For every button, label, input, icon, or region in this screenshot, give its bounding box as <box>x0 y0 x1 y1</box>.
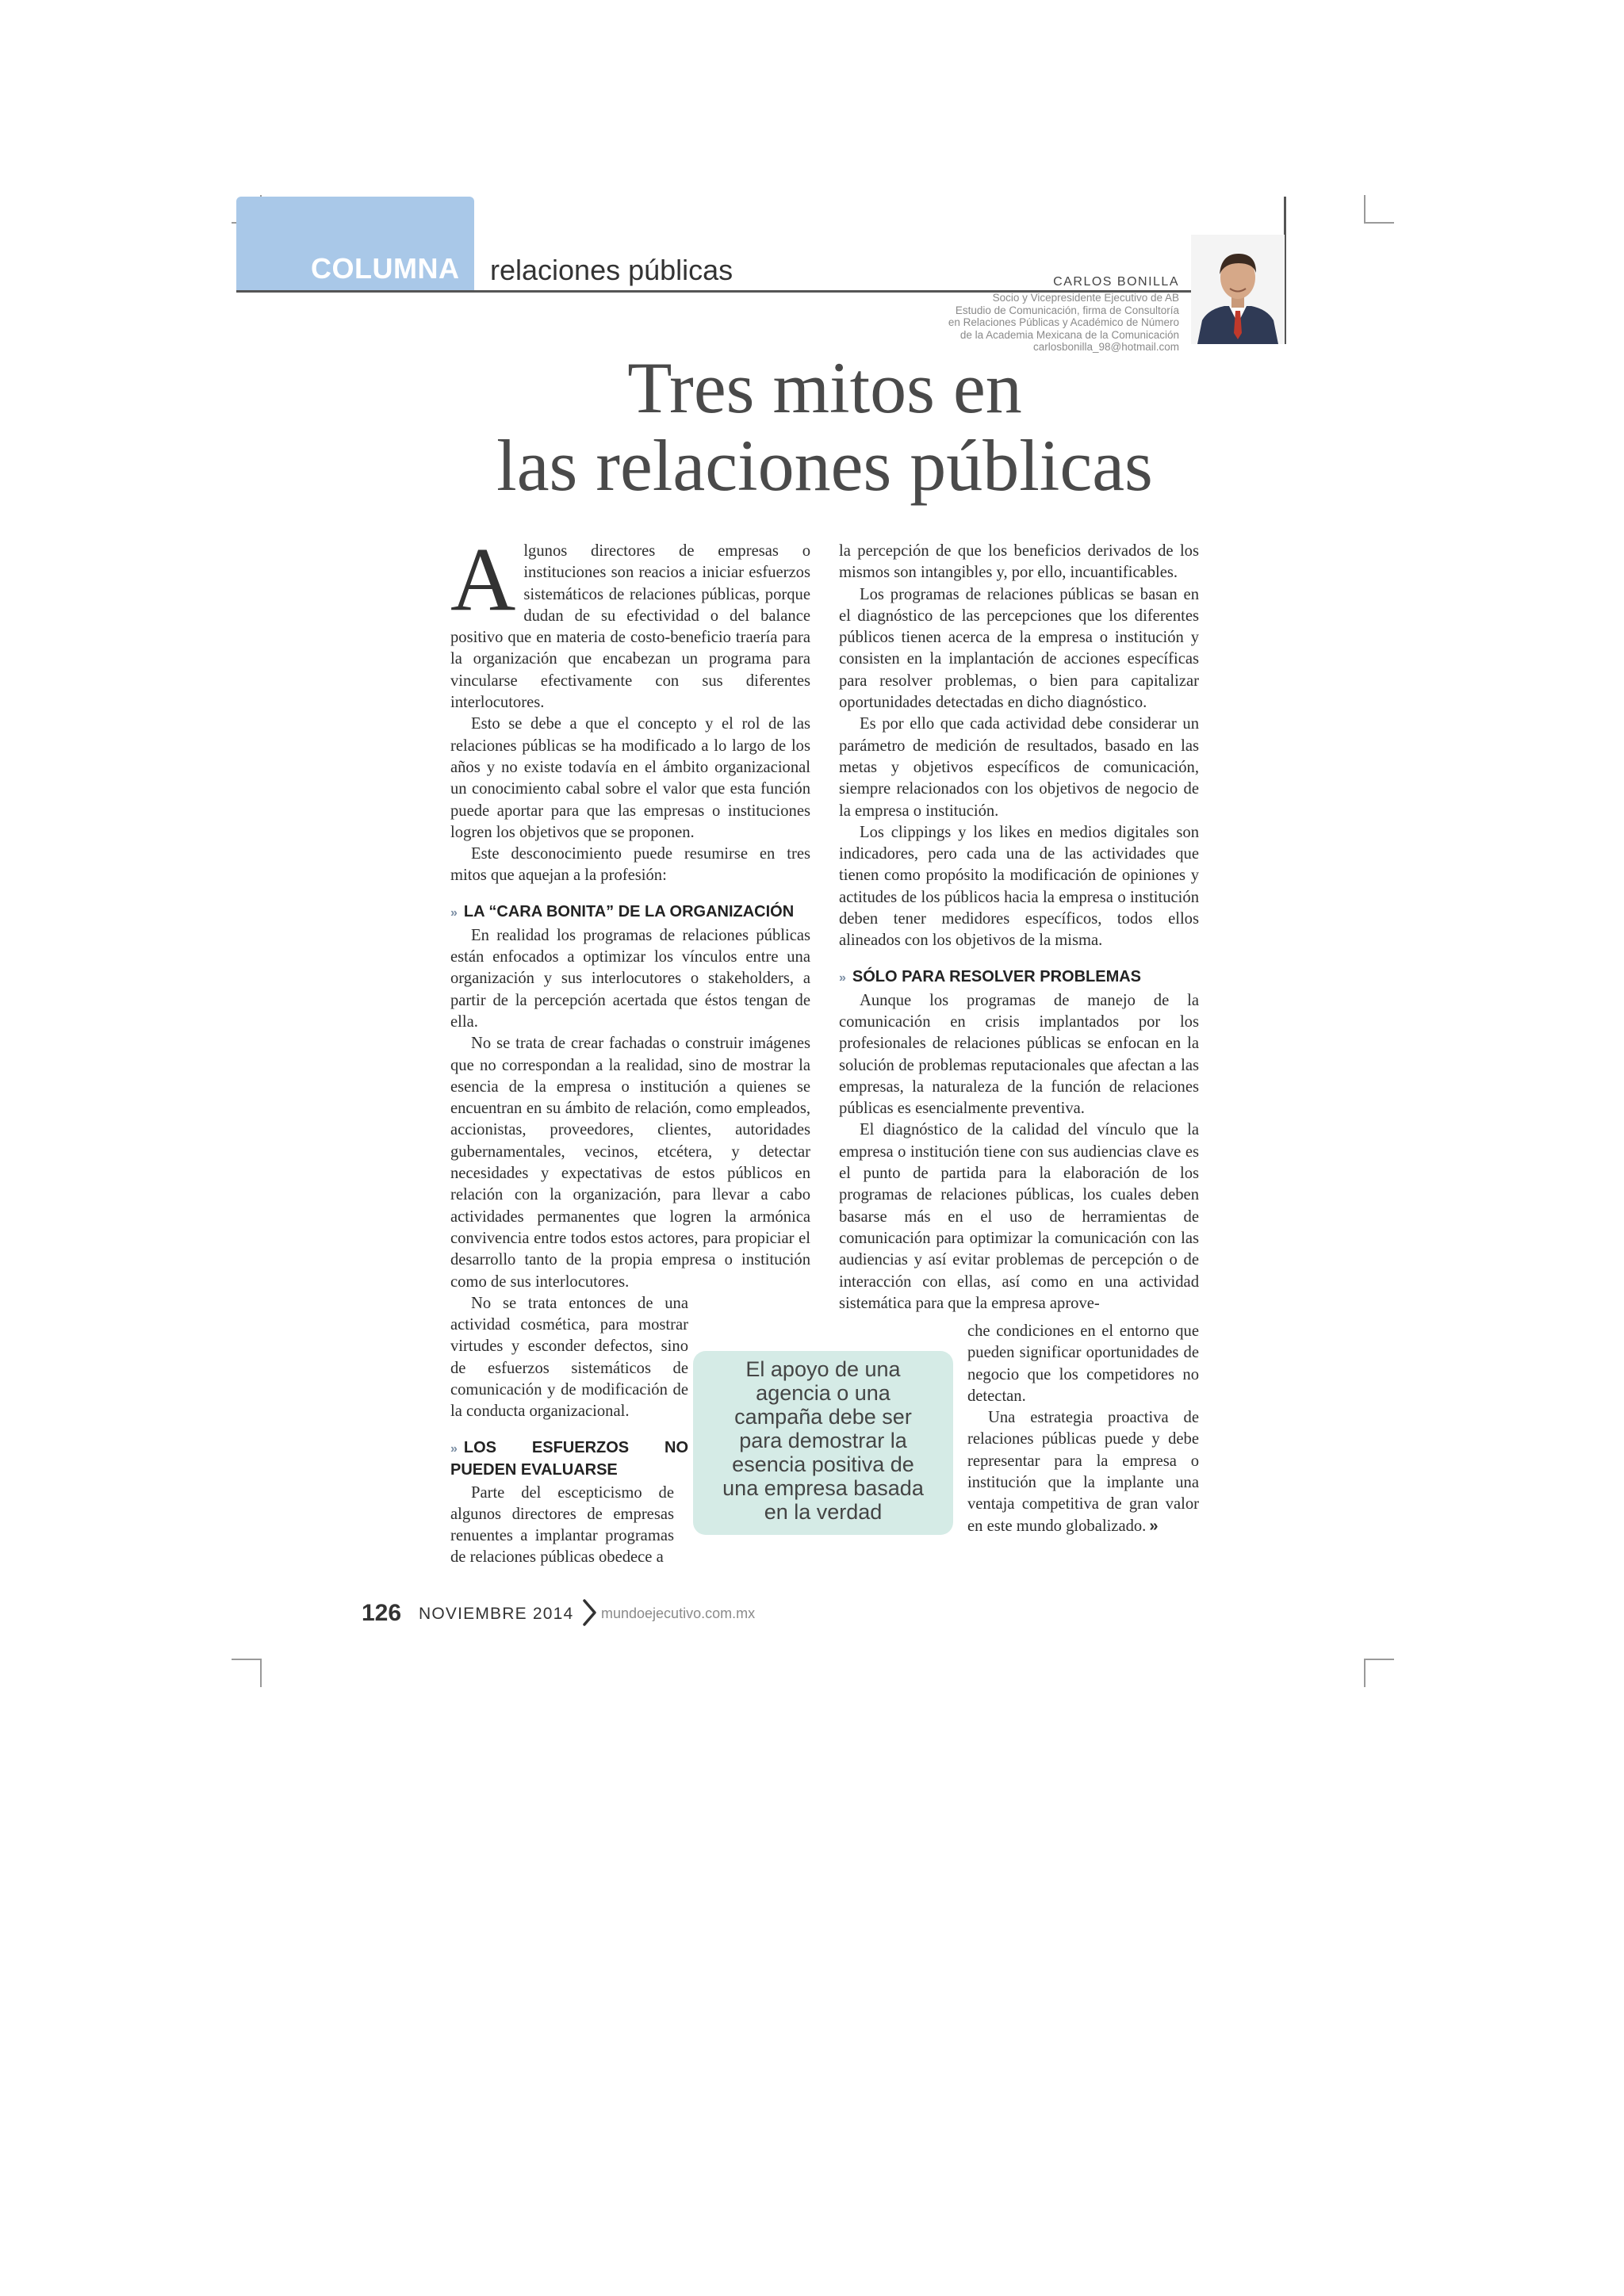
paragraph: che condiciones en el entorno que pueden significar oportunidades de negocio que los competidores no detectan. <box>967 1322 1199 1405</box>
pullquote-line: para demostrar la <box>739 1429 907 1452</box>
author-email: carlosbonilla_98@hotmail.com <box>1032 341 1179 353</box>
article-title <box>333 349 1316 504</box>
issue-date: NOVIEMBRE 2014 <box>419 1605 574 1623</box>
crop-mark <box>1365 222 1394 224</box>
heading-marker: » <box>839 970 846 985</box>
section-name: relaciones públicas <box>490 254 733 286</box>
article-column-3 <box>967 1321 1199 1537</box>
pullquote-line: El apoyo de una <box>745 1357 901 1381</box>
paragraph: Este desconocimiento puede resumirse en tres mitos que aquejan a la profesión: <box>450 845 810 885</box>
subheading-text: LOS ESFUERZOS NO PUEDEN EVALUARSE <box>450 1438 688 1479</box>
pullquote-line: una empresa basada <box>722 1476 924 1500</box>
crop-mark <box>232 1659 260 1660</box>
author-bio-line: en Relaciones Públicas y Académico de Número <box>948 316 1179 328</box>
paragraph: El diagnóstico de la calidad del vínculo que la empresa o institución tiene con sus audiencias clave es el punto de partida para la elaboración de los programas de relaciones públicas, los cuales deben basarse más en el uso de herramientas de comunicación para optimizar la comunicación con las audiencias y así evitar problemas de percepción o de interacción con ellas, así como en una actividad sistemática para que la empresa aprove- <box>839 1121 1199 1312</box>
subheading <box>450 901 810 924</box>
paragraph: Parte del escepticismo de algunos directores de empresas renuentes a implantar programas de relaciones públicas obedece a <box>450 1483 674 1567</box>
subheading-text: SÓLO PARA RESOLVER PROBLEMAS <box>852 967 1142 985</box>
pullquote-line: campaña debe ser <box>734 1405 912 1429</box>
subheading-text: LA “CARA BONITA” DE LA ORGANIZACIÓN <box>463 902 795 920</box>
paragraph: Es por ello que cada actividad debe considerar un parámetro de medición de resultados, basado en las metas y objetivos específicos de comunicación, siempre relacionados con los objetivos de negocio de la empresa o institución. <box>839 715 1199 820</box>
crop-mark <box>1364 195 1365 224</box>
pullquote-line: agencia o una <box>756 1381 891 1405</box>
paragraph <box>967 1407 1199 1537</box>
subheading <box>839 966 1199 989</box>
crop-mark <box>260 1659 262 1687</box>
paragraph: Los clippings y los likes en medios digitales son indicadores, pero cada una de las actividades que tienen como propósito la modificación de opiniones y actitudes de los públicos hacia la empresa o institución deben tener medidores específicos, todos ellos alineados con los objetivos de la misma. <box>839 823 1199 950</box>
pullquote <box>701 1357 945 1524</box>
crop-mark <box>1365 1659 1394 1660</box>
chevron-right-icon <box>582 1598 598 1631</box>
section-kicker: COLUMNA <box>311 252 460 285</box>
paragraph: Esto se debe a que el concepto y el rol de las relaciones públicas se ha modificado a lo largo de los años y no existe todavía en el ámbito organizacional un conocimiento cabal sobre el valor que esta función puede aportar para que las empresas o instituciones logren los objetivos que se proponen. <box>450 715 810 841</box>
title-line: las relaciones públicas <box>496 425 1153 506</box>
author-bio-line: de la Academia Mexicana de la Comunicación <box>959 328 1179 341</box>
paragraph: la percepción de que los beneficios derivados de los mismos son intangibles y, por ello, incuantificables. <box>839 542 1199 582</box>
author-bio-line: Socio y Vicepresidente Ejecutivo de AB <box>992 292 1179 304</box>
article-column-2 <box>839 541 1199 1314</box>
paragraph: En realidad los programas de relaciones públicas están enfocados a optimizar los vínculos entre una organización y sus interlocutores o stakeholders, a partir de la percepción acertada que éstos tengan de ella. <box>450 926 810 1031</box>
subheading <box>450 1437 688 1481</box>
page-number: 126 <box>362 1600 402 1626</box>
pullquote-line: esencia positiva de <box>732 1452 914 1476</box>
paragraph: lgunos directores de empresas o instituciones son reacios a iniciar esfuerzos sistemáticos de relaciones públicas, porque dudan de su efectividad o del balance positivo que en materia de costo-beneficio traería para la organización que encabezan un programa para vincularse efectivamente con sus diferentes interlocutores. <box>450 542 810 712</box>
paragraph: No se trata de crear fachadas o construir imágenes que no correspondan a la realidad, sino de mostrar la esencia de la empresa o institución a quienes se encuentran en su ámbito de relación, como empleados, accionistas, proveedores, clientes, autoridades gubernamentales, vecinos, etcétera, y detectar necesidades y expectativas de estos públicos en relación con la organización, para llevar a cabo actividades permanentes que logren la armónica convivencia entre todos estos actores, para propiciar el desarrollo tanto de la propia empresa o institución como de sus interlocutores. <box>450 1035 810 1291</box>
drop-cap: A <box>450 529 516 629</box>
author-bio <box>856 292 1179 354</box>
crop-mark <box>1364 1659 1365 1687</box>
heading-marker: » <box>450 1441 458 1456</box>
paragraph: Aunque los programas de manejo de la comunicación en crisis implantados por los profesionales de relaciones públicas se enfocan en la solución de problemas reputacionales que afectan a las empresas, la naturaleza de la función de relaciones públicas es esencialmente preventiva. <box>839 991 1199 1118</box>
website-url: mundoejecutivo.com.mx <box>601 1605 756 1621</box>
author-photo <box>1191 235 1285 344</box>
paragraph-text: Una estrategia proactiva de relaciones públicas puede y debe representar para la empresa o institución que la implante una ventaja competitiva de gran valor en este mundo globalizado. <box>967 1409 1199 1535</box>
paragraph: Los programas de relaciones públicas se basan en el diagnóstico de las percepciones que los diferentes públicos tienen acerca de la empresa o institución y consisten en la implantación de acciones específicas para resolver problemas, o bien para capitalizar oportunidades detectadas en dicho diagnóstico. <box>839 585 1199 712</box>
heading-marker: » <box>450 905 458 920</box>
title-line: Tres mitos en <box>627 347 1022 428</box>
author-bio-line: Estudio de Comunicación, firma de Consultoría <box>955 304 1179 316</box>
end-mark: » <box>1149 1517 1159 1535</box>
author-name: CARLOS BONILLA <box>1053 275 1179 289</box>
paragraph: No se trata entonces de una actividad cosmética, para mostrar virtudes y esconder defectos, sino de esfuerzos sistemáticos de comunicación y de modificación de la conducta organizacional. <box>450 1294 688 1421</box>
pullquote-line: en la verdad <box>764 1500 883 1524</box>
